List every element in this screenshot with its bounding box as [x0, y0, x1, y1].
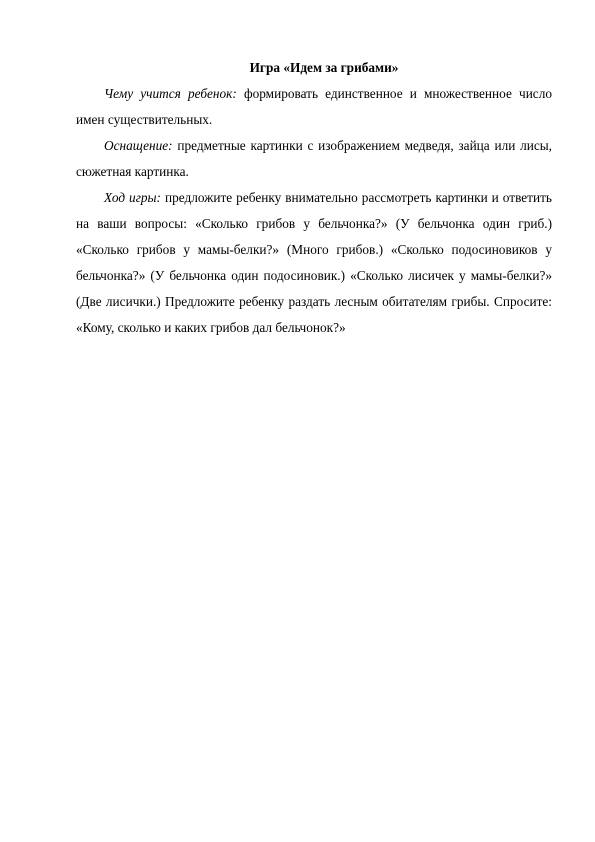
paragraph-lead: Чему учится ребенок: — [104, 86, 237, 101]
paragraph-game-steps — [76, 185, 552, 341]
paragraph-learning-goal — [76, 81, 552, 133]
paragraph-lead: Оснащение: — [104, 138, 173, 153]
paragraph-text: формировать единственное и множественное число имен существительных. — [76, 86, 552, 127]
document-body — [76, 55, 552, 341]
paragraph-text: предметные картинки с изображением медведя, зайца или лисы, сюжетная картинка. — [76, 138, 552, 179]
paragraph-equipment — [76, 133, 552, 185]
document-title: Игра «Идем за грибами» — [249, 60, 399, 75]
paragraph-text: предложите ребенку внимательно рассмотреть картинки и ответить на ваши вопросы: «Сколько грибов у бельчонка?» (У бельчонка один гриб.) «Сколько грибов у мамы-белки?» (Много грибов.) «Сколько подосиновиков у бельчонка?» (У бельчонка один подосиновик.) «Сколько лисичек у мамы-белки?» (Две лисички.) Предложите ребенку раздать лесным обитателям грибы. Спросите: «Кому, сколько и каких грибов дал бельчонок?» — [76, 190, 552, 335]
paragraph-lead: Ход игры: — [104, 190, 161, 205]
